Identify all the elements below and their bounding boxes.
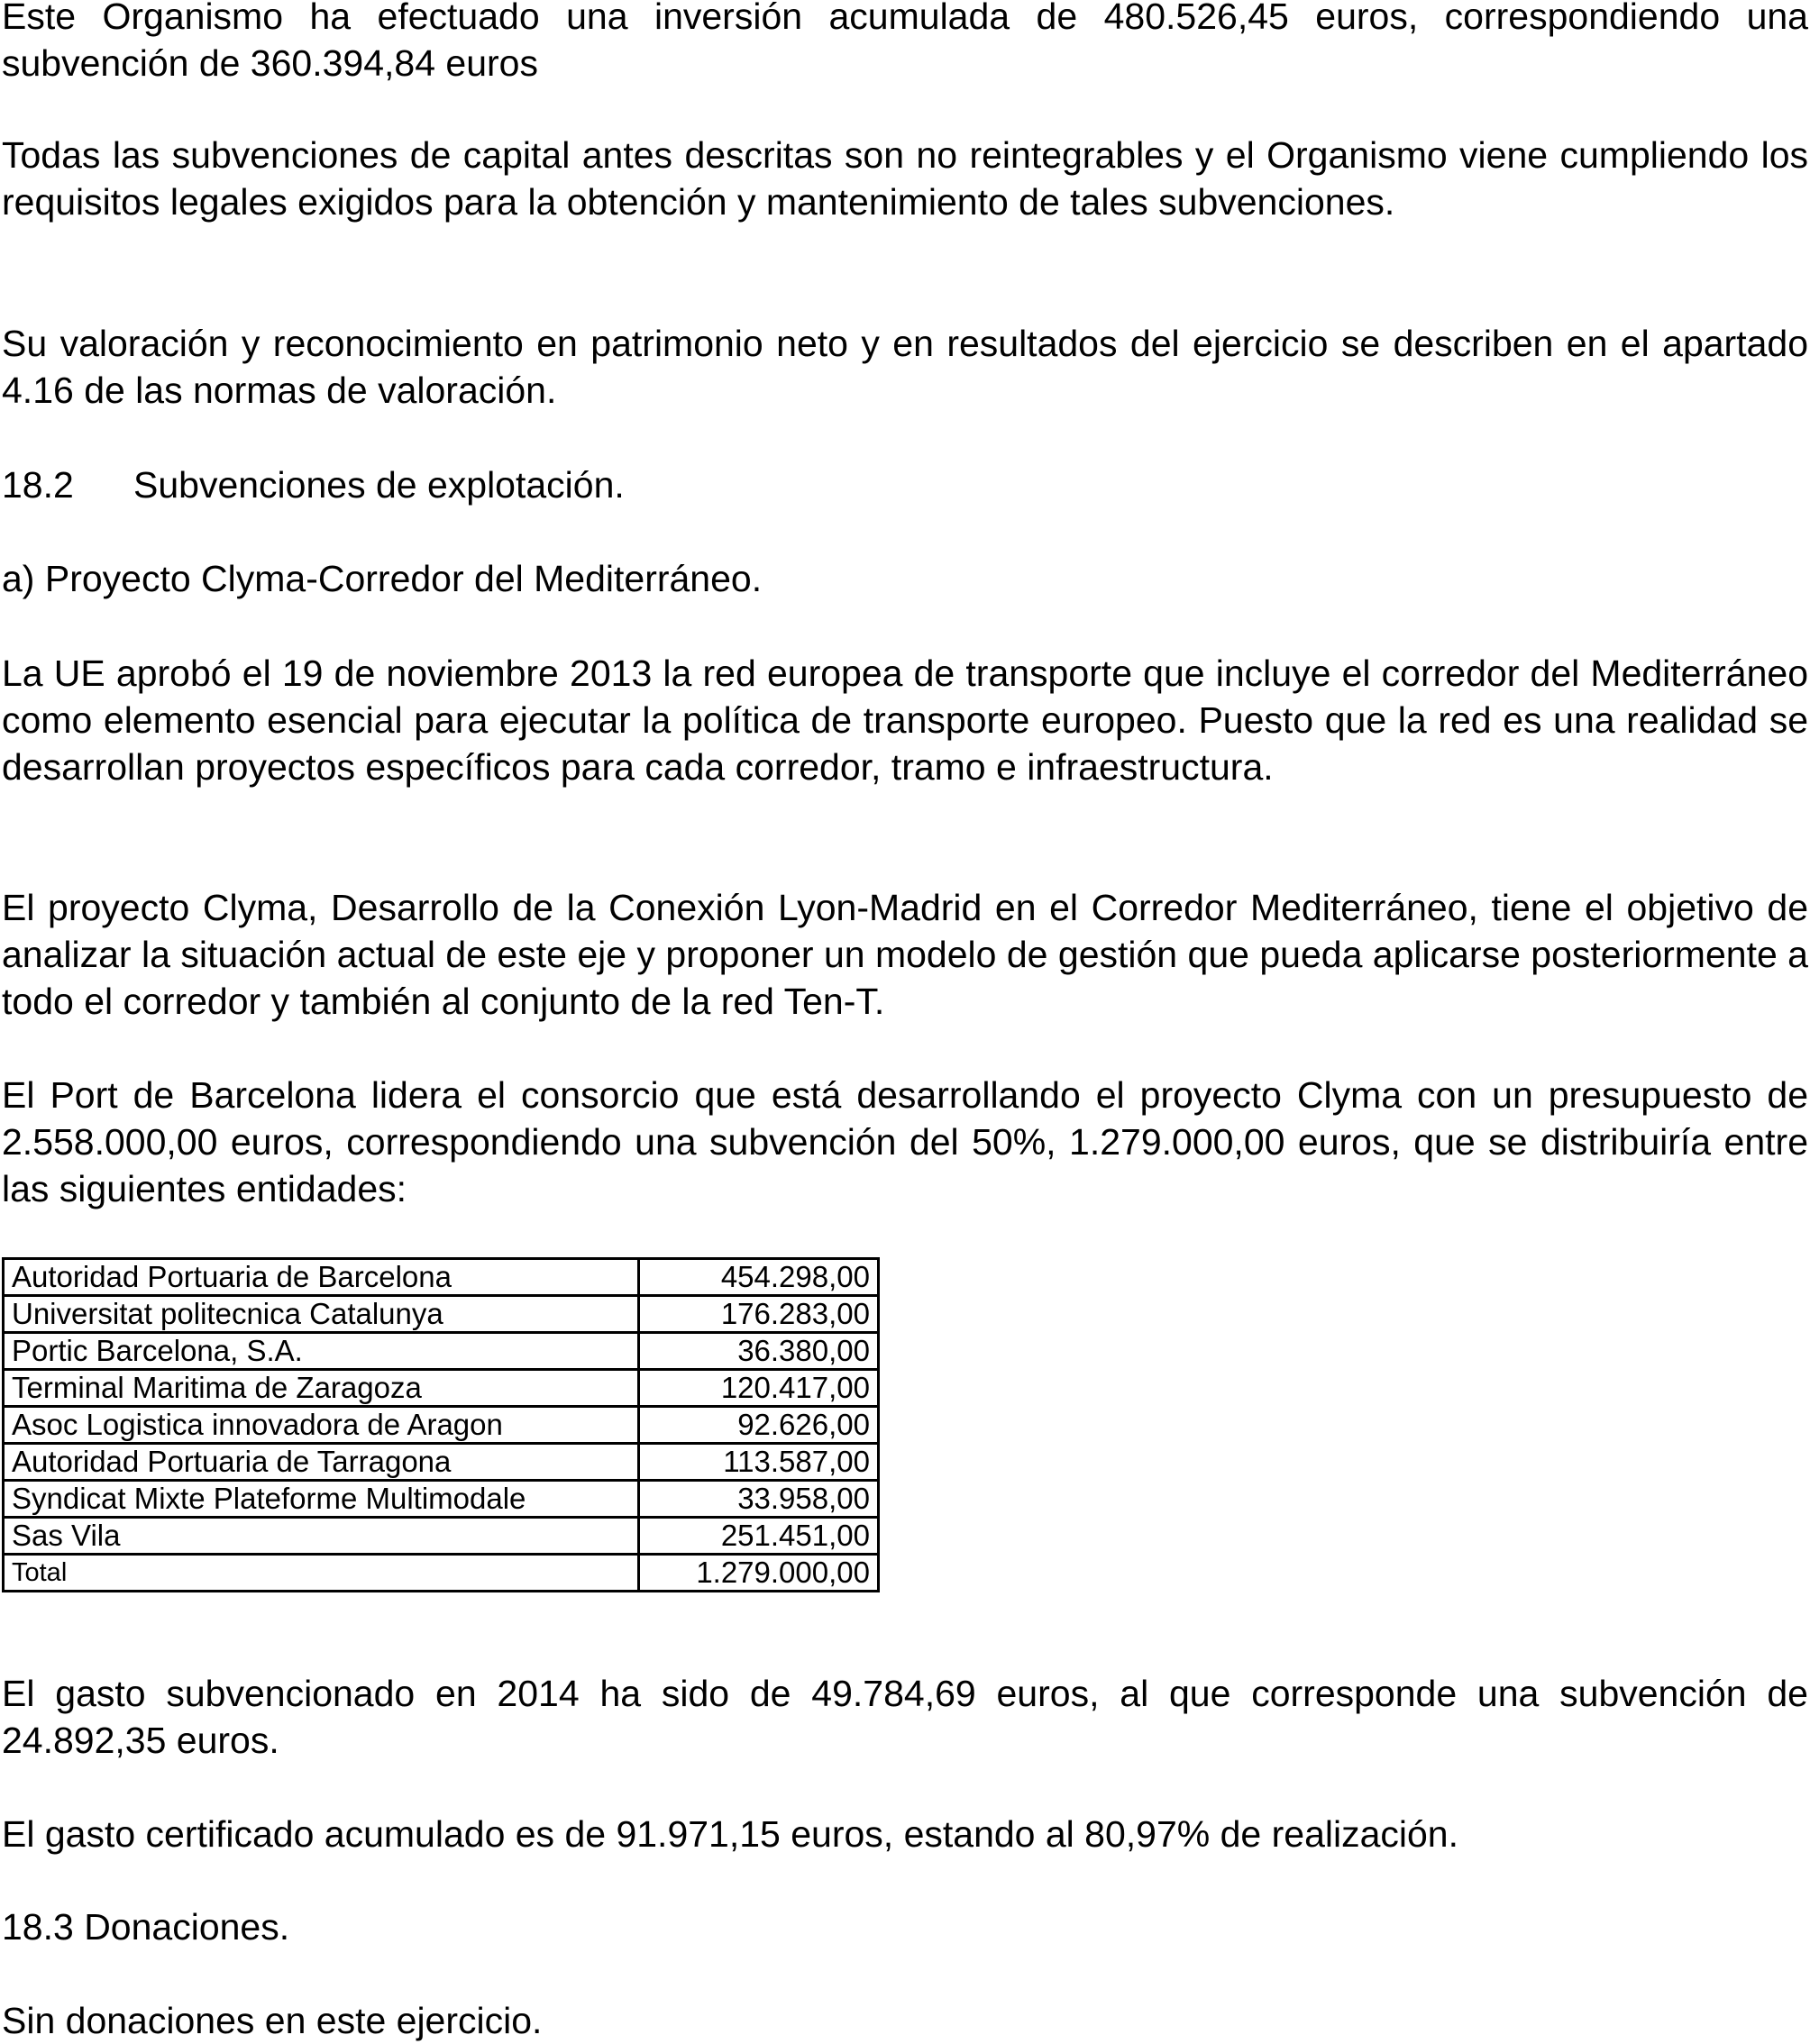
entity-amount-cell: 33.958,00 xyxy=(639,1481,879,1518)
entity-amount-cell: 36.380,00 xyxy=(639,1333,879,1370)
total-amount-cell: 1.279.000,00 xyxy=(639,1555,879,1592)
paragraph-investment: Este Organismo ha efectuado una inversión acumulada de 480.526,45 euros, correspondiendo una subvención de 360.394,84 euros xyxy=(2,0,1808,84)
paragraph-port-consortium: El Port de Barcelona lidera el consorcio que está desarrollando el proyecto Clyma con un presupuesto de 2.558.000,00 euros, correspondiendo una subvención del 50%, 1.279.000,00 euros, que se distribuiría entre las siguientes entidades: xyxy=(2,1074,1808,1209)
paragraph-expense-2014: El gasto subvencionado en 2014 ha sido de 49.784,69 euros, al que corresponde una subvención de 24.892,35 euros. xyxy=(2,1673,1808,1761)
section-heading-18-3: 18.3 Donaciones. xyxy=(2,1906,290,1948)
entity-name-cell: Portic Barcelona, S.A. xyxy=(4,1333,639,1370)
table-row xyxy=(4,1333,879,1370)
table-total-row xyxy=(4,1555,879,1592)
paragraph-no-donations: Sin donaciones en este ejercicio. xyxy=(2,2000,543,2041)
table-row xyxy=(4,1407,879,1444)
subsection-heading-a: a) Proyecto Clyma-Corredor del Mediterráneo. xyxy=(2,558,763,599)
entities-table xyxy=(2,1257,880,1592)
entity-name-cell: Terminal Maritima de Zaragoza xyxy=(4,1370,639,1407)
paragraph-valuation: Su valoración y reconocimiento en patrimonio neto y en resultados del ejercicio se describen en el apartado 4.16 de las normas de valoración. xyxy=(2,323,1808,411)
section-title: Subvenciones de explotación. xyxy=(133,464,625,506)
entity-name-cell: Syndicat Mixte Plateforme Multimodale xyxy=(4,1481,639,1518)
section-heading-18-2 xyxy=(2,461,1808,508)
entity-name-cell: Universitat politecnica Catalunya xyxy=(4,1296,639,1333)
paragraph-certified-expense: El gasto certificado acumulado es de 91.971,15 euros, estando al 80,97% de realización. xyxy=(2,1813,1458,1855)
entity-amount-cell: 92.626,00 xyxy=(639,1407,879,1444)
entity-name-cell: Asoc Logistica innovadora de Aragon xyxy=(4,1407,639,1444)
table-row xyxy=(4,1296,879,1333)
entity-name-cell: Sas Vila xyxy=(4,1518,639,1555)
table-row xyxy=(4,1444,879,1481)
paragraph-capital-subsidies: Todas las subvenciones de capital antes descritas son no reintegrables y el Organismo viene cumpliendo los requisitos legales exigidos para la obtención y mantenimiento de tales subvenciones. xyxy=(2,134,1808,223)
entity-amount-cell: 120.417,00 xyxy=(639,1370,879,1407)
total-label-cell: Total xyxy=(4,1555,639,1592)
table-row xyxy=(4,1259,879,1296)
section-number: 18.2 xyxy=(2,464,74,506)
table-row xyxy=(4,1481,879,1518)
entity-amount-cell: 113.587,00 xyxy=(639,1444,879,1481)
entities-table-body xyxy=(4,1259,879,1592)
entity-amount-cell: 176.283,00 xyxy=(639,1296,879,1333)
paragraph-clyma-project: El proyecto Clyma, Desarrollo de la Conexión Lyon-Madrid en el Corredor Mediterráneo, tiene el objetivo de analizar la situación actual de este eje y proponer un modelo de gestión que pueda aplicarse posteriormente a todo el corredor y también al conjunto de la red Ten-T. xyxy=(2,887,1808,1022)
entity-name-cell: Autoridad Portuaria de Barcelona xyxy=(4,1259,639,1296)
table-row xyxy=(4,1370,879,1407)
paragraph-eu-network: La UE aprobó el 19 de noviembre 2013 la red europea de transporte que incluye el corredor del Mediterráneo como elemento esencial para ejecutar la política de transporte europeo. Puesto que la red es una realidad se desarrollan proyectos específicos para cada corredor, tramo e infraestructura. xyxy=(2,652,1808,788)
entity-name-cell: Autoridad Portuaria de Tarragona xyxy=(4,1444,639,1481)
entity-amount-cell: 454.298,00 xyxy=(639,1259,879,1296)
table-row xyxy=(4,1518,879,1555)
entity-amount-cell: 251.451,00 xyxy=(639,1518,879,1555)
